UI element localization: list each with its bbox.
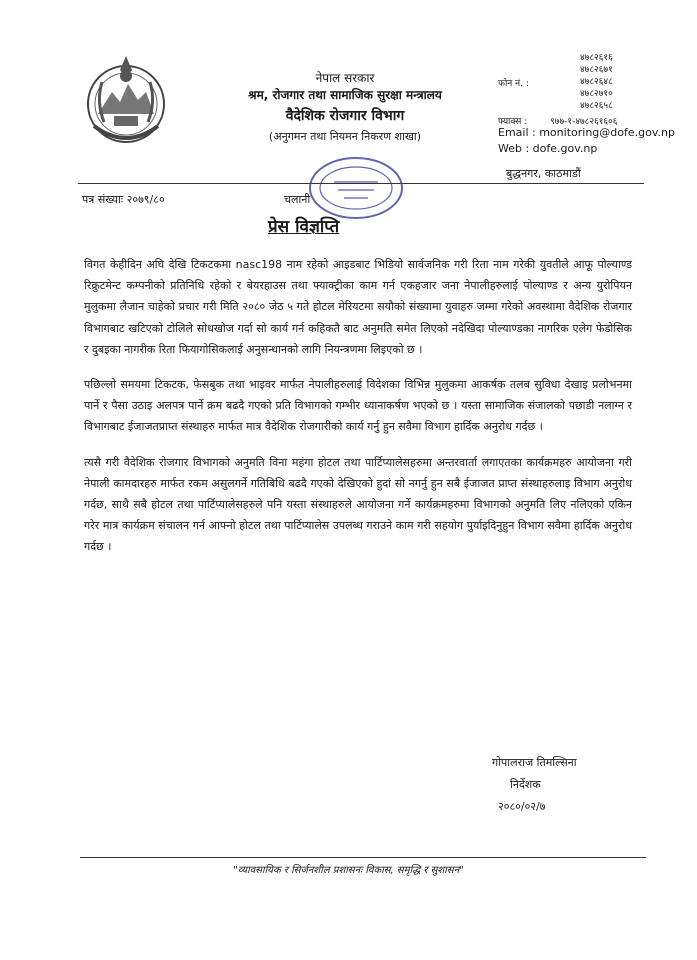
signature-block	[488, 752, 577, 818]
paragraph: पछिल्लो समयमा टिकटक, फेसबुक तथा भाइवर मार्फत नेपालीहरुलाई विदेशका विभिन्न मुलुकमा आकर्षक तलब सुविधा देखाइ प्रलोभनमा पार्ने र पैसा उठाइ अलपत्र पार्ने क्रम बढदै गएको प्रति विभागको गम्भीर ध्यानाकर्षण भएको छ । यस्ता सामाजिक संजालको पछाडी नलाग्न र विभागबाट ईजाजतप्राप्त संस्थाहरु मार्फत मात्र वैदेशिक रोजगारीको कार्य गर्नु हुन सवैमा विभाग हार्दिक अनुरोध गर्दछ ।	[84, 378, 632, 434]
phone-number: ४७८२७१०	[580, 89, 613, 99]
signature-date: २०८०/०२/७	[498, 800, 546, 813]
signatory-role: निर्देशक	[510, 778, 541, 791]
govt-name: नेपाल सरकार	[315, 71, 375, 85]
phone-number: ४७८२६४८	[580, 77, 613, 87]
department-name: वैदेशिक रोजगार विभाग	[285, 108, 405, 124]
office-address: बुद्धनगर, काठमाडौं	[506, 167, 581, 180]
ministry-name: श्रम, रोजगार तथा सामाजिक सुरक्षा मन्त्रालय	[248, 88, 442, 102]
ref-value: २०७९/८०	[126, 193, 165, 206]
signatory-name: गोपालराज तिमल्सिना	[492, 756, 577, 769]
ref-label: पत्र संख्याः	[82, 193, 124, 206]
dispatch-label: चलानी	[284, 193, 311, 206]
section-name: (अनुगमन तथा नियमन निकरण शाखा)	[268, 130, 422, 143]
body-content	[84, 254, 632, 572]
letterhead	[200, 70, 490, 146]
fax-number: ९७७-१-४७८२६१६०६	[550, 117, 618, 127]
reference-number	[82, 192, 165, 207]
fax-label: फ्याक्स :	[498, 117, 528, 127]
email-address: Email : monitoring@dofe.gov.np	[498, 126, 675, 139]
document-title: प्रेस विज्ञप्ति	[268, 217, 340, 237]
phone-number: ४७८२६५८	[580, 101, 613, 111]
phone-number: ४७८२६१६	[580, 53, 613, 63]
paragraph: विगत केहीदिन अघि देखि टिकटकमा nasc198 नाम रहेको आइडबाट भिडियो सार्वजनिक गरी रिता नाम गरेकी युवतीले आफू पोल्याण्ड रिक्रुटमेन्ट कम्पनीको प्रतिनिधि रहेको र बेयरहाउस तथा फ्याक्ट्रीका काम गर्न एकहजार जना नेपालीहरुलाई पोल्याण्ड र अन्य युरोपियन मुलुकमा लैजान चाहेको प्रचार गरी मिति २०८० जेठ ५ गते होटल मेरियटमा सयौको संख्यामा युवाहरु जम्मा गरेको अवस्थामा वैदेशिक रोजगार विभागबाट खटिएको टोलिले सोधखोज गर्दा सो कार्य गर्न कहिकतै बाट अनुमति समेत लिएको नदेखिदा पोल्याण्डका नागरिक एलेग फेडोसिक र दुबइका नागरीक रिता फियागोसिकलाई अनुसन्धानको लागि नियन्त्रणमा लिइएको छ ।	[84, 258, 632, 356]
phone-list	[580, 52, 613, 112]
footer-divider	[80, 857, 646, 858]
nepal-emblem-icon	[82, 52, 170, 156]
website-address: Web : dofe.gov.np	[498, 142, 598, 155]
phone-number: ४७८२६७१	[580, 65, 613, 75]
phone-label: फोन नं. :	[498, 79, 529, 89]
paragraph: त्यसै गरी वैदेशिक रोजगार विभागको अनुमति विना महंगा होटल तथा पार्टिप्यालेसहरुमा अन्तरवार्ता लगाएतका कार्यक्रमहरु आयोजना गरी नेपाली कामदारहरु मार्फत रकम असुलगर्ने गतिबिधि बढदै गएको देखिएको हुदां सो नगर्नु हुन सबै ईजाजत प्राप्त संस्थाहरुलाइ विभाग अनुरोध गर्दछ, साथै सबै होटल तथा पार्टिप्यालेसहरुले पनि यस्ता संस्थाहरुले आयोजना गर्ने कार्यक्रमहरुमा विभागको अनुमति लिए नलिएको एकिन गरेर मात्र कार्यक्रम संचालन गर्न आफ्नो होटल तथा पार्टिप्यालेस उपलब्ध गराउने काम गरी सहयोग पुर्याइदिनुहुन विभाग सवैमा हार्दिक अनुरोध गर्दछ ।	[84, 455, 632, 554]
footer-motto: "व्यावसायिक र सिर्जनशील प्रशासनः विकास, समृद्धि र सुशासन"	[233, 865, 464, 876]
